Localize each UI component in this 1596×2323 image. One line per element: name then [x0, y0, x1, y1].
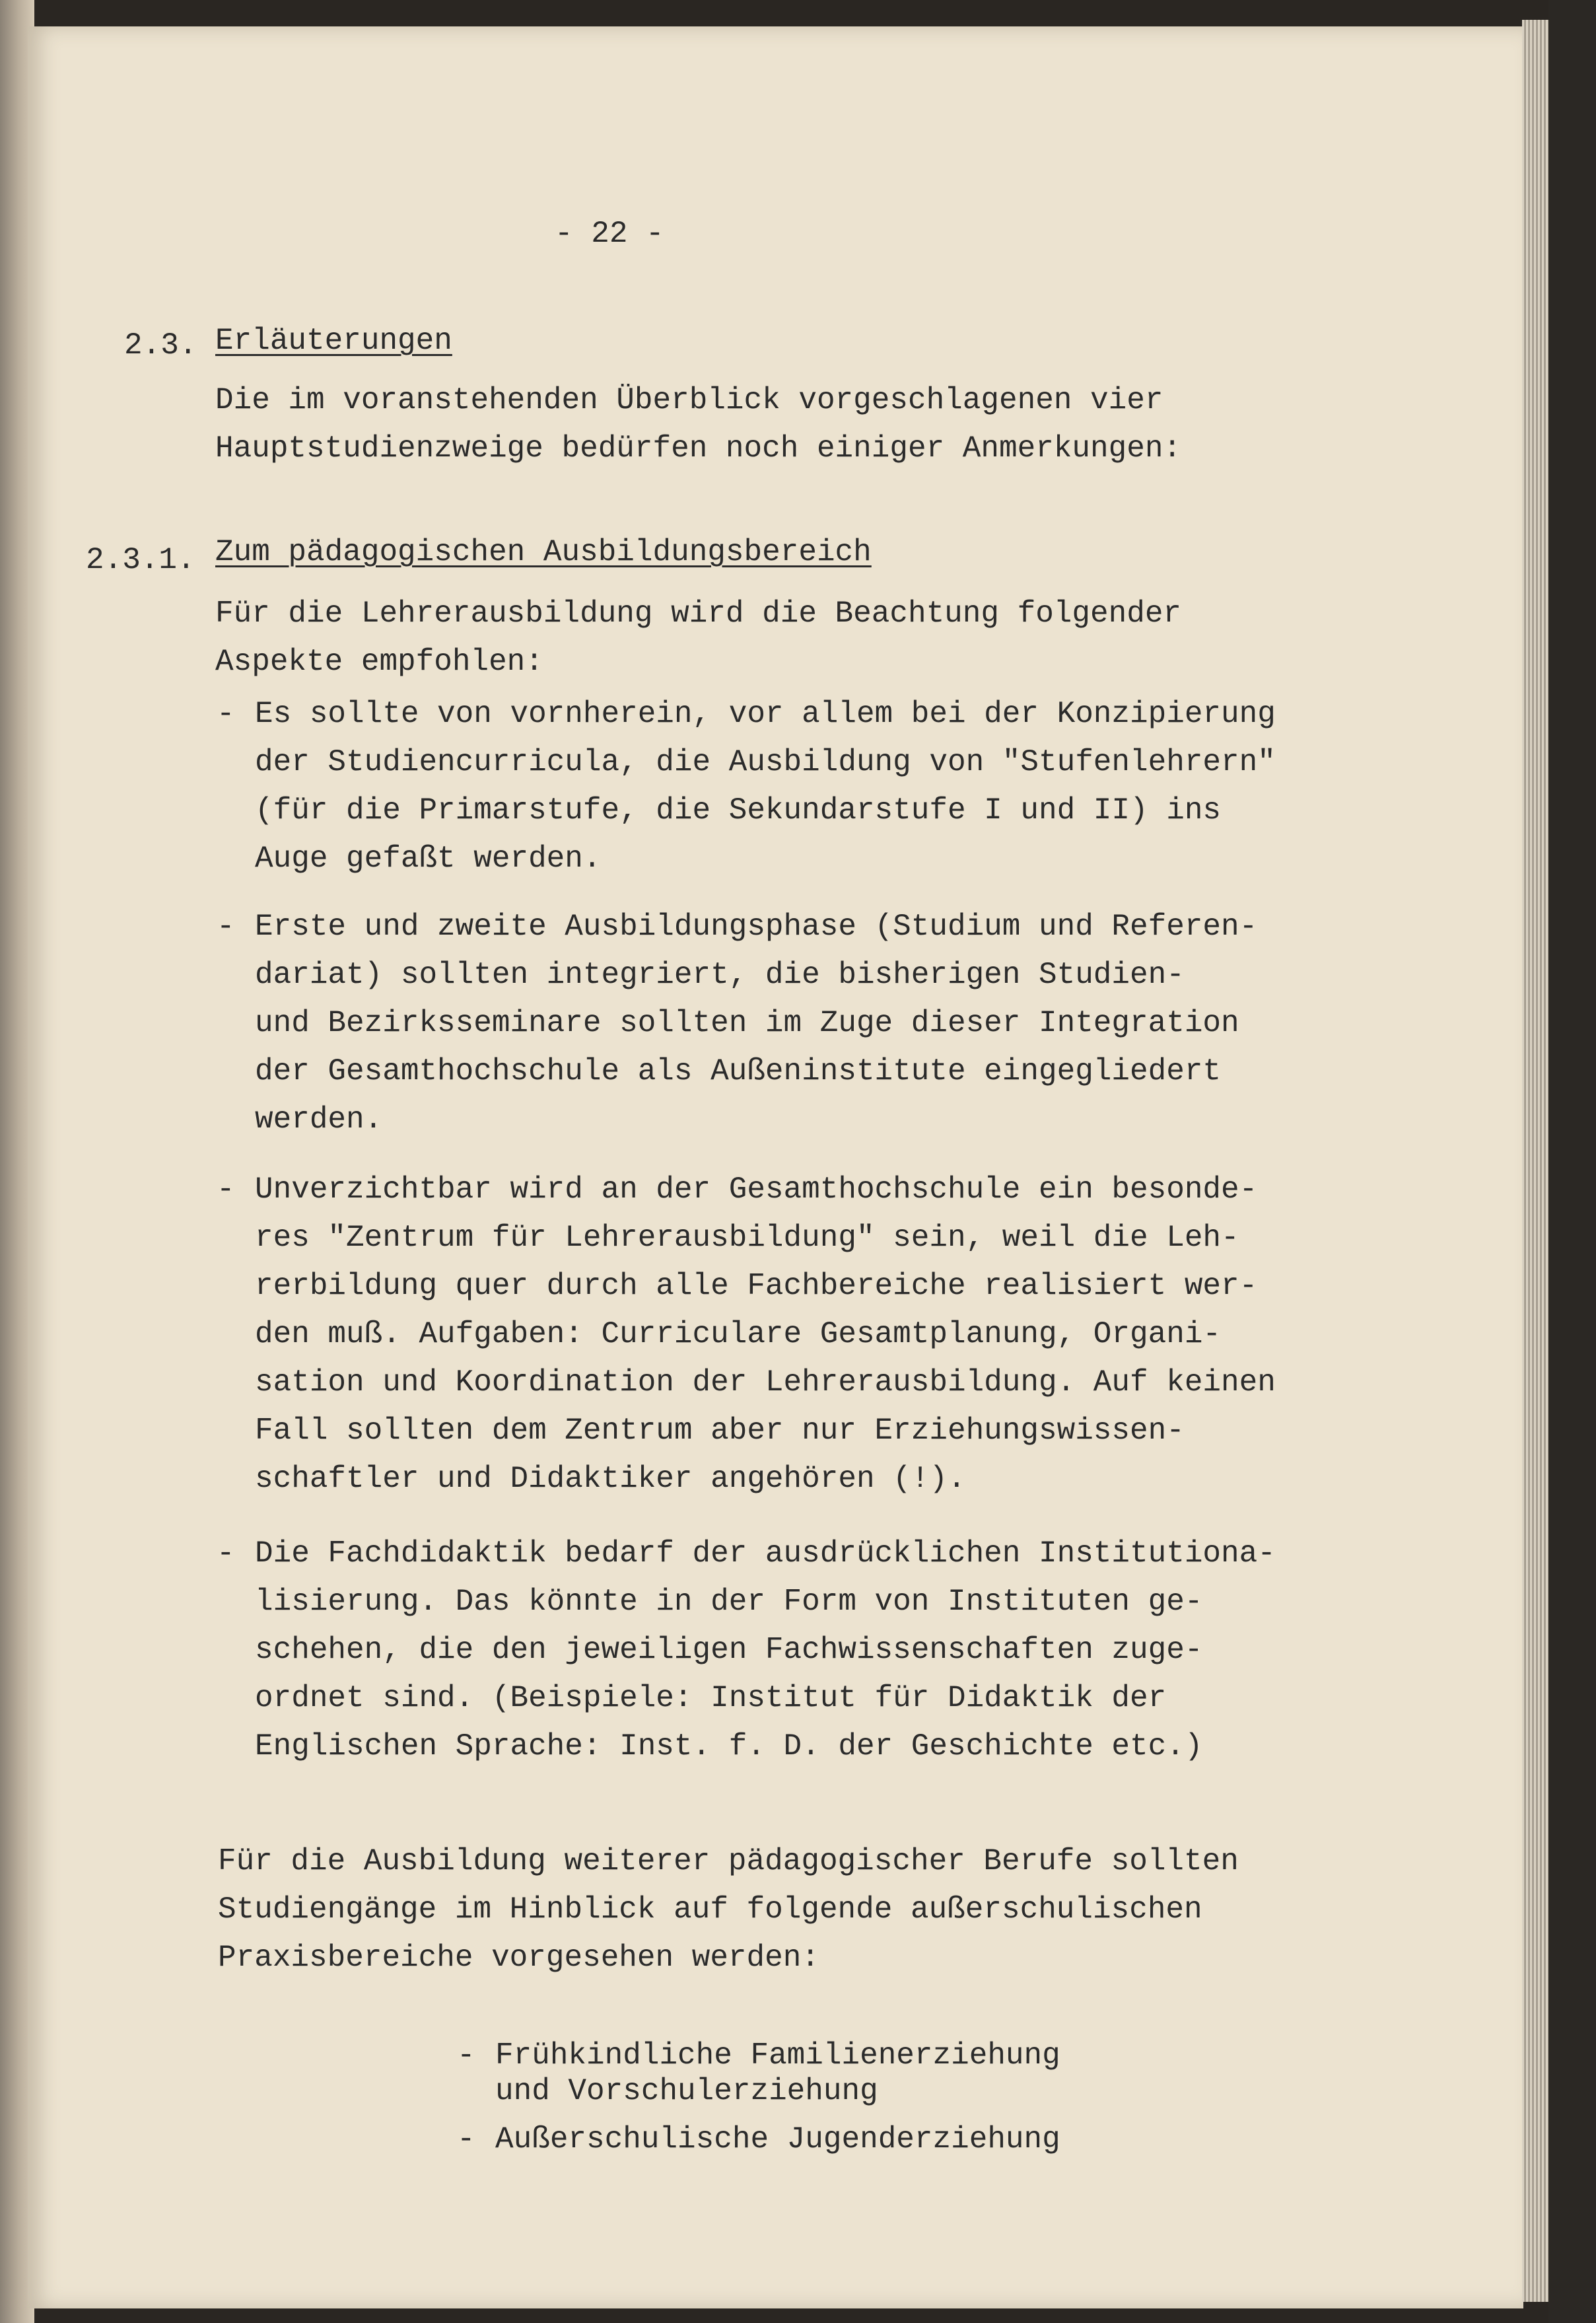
paragraph-line: Für die Lehrerausbildung wird die Beachtung folgender [215, 596, 1182, 631]
section-2-3-heading: Erläuterungen [215, 324, 452, 358]
page-number: - 22 - [555, 217, 664, 251]
bullet-dash: - [217, 1172, 235, 1207]
bullet-dash: - [217, 910, 235, 944]
bullet-item [217, 690, 1276, 883]
bullet-line: Frühkindliche Familienerziehung [495, 2038, 1060, 2073]
bullet-dash: - [217, 697, 235, 731]
bullet-item [217, 903, 1258, 1144]
bullet-line: und Bezirksseminare sollten im Zuge dieser Integration [255, 1006, 1239, 1040]
bullet-line: werden. [255, 1102, 383, 1137]
bullet-line: Unverzichtbar wird an der Gesamthochschule ein besonde- [255, 1172, 1258, 1207]
paragraph-line: Hauptstudienzweige bedürfen noch einiger Anmerkungen: [215, 431, 1182, 466]
bullet-line: schaftler und Didaktiker angehören (!). [255, 1462, 966, 1496]
bullet-line: lisierung. Das könnte in der Form von Instituten ge- [255, 1585, 1203, 1619]
bullet-dash: - [457, 2038, 475, 2073]
bullet-line: Es sollte von vornherein, vor allem bei der Konzipierung [255, 697, 1276, 731]
paragraph-line: Studiengänge im Hinblick auf folgende außerschulischen [218, 1892, 1202, 1927]
bullet-line: Fall sollten dem Zentrum aber nur Erziehungswissen- [255, 1413, 1185, 1448]
bullet-dash: - [457, 2122, 475, 2157]
section-2-3-number: 2.3. [124, 328, 197, 363]
bullet-line: ordnet sind. (Beispiele: Institut für Didaktik der [255, 1681, 1167, 1715]
bullet-line: schehen, die den jeweiligen Fachwissenschaften zuge- [255, 1633, 1203, 1667]
further-professions-paragraph [218, 1838, 1239, 1982]
paragraph-line: Für die Ausbildung weiterer pädagogischer Berufe sollten [218, 1844, 1239, 1878]
bullet-line: der Studiencurricula, die Ausbildung von "Stufenlehrern" [255, 745, 1276, 779]
section-2-3-1-number: 2.3.1. [86, 543, 195, 577]
practice-area-item [457, 2122, 1060, 2157]
bullet-line: res "Zentrum für Lehrerausbildung" sein, weil die Leh- [255, 1221, 1239, 1255]
bullet-line: Die Fachdidaktik bedarf der ausdrücklichen Institutiona- [255, 1536, 1276, 1571]
bullet-line: der Gesamthochschule als Außeninstitute eingegliedert [255, 1054, 1222, 1089]
bullet-item [217, 1166, 1276, 1503]
paragraph-line: Praxisbereiche vorgesehen werden: [218, 1941, 819, 1975]
bullet-item [217, 1530, 1276, 1771]
bullet-line: (für die Primarstufe, die Sekundarstufe I und II) ins [255, 793, 1222, 828]
section-2-3-1-heading: Zum pädagogischen Ausbildungsbereich [215, 535, 872, 569]
paragraph-line: Aspekte empfohlen: [215, 645, 543, 679]
bullet-line: dariat) sollten integriert, die bisherigen Studien- [255, 958, 1185, 992]
bullet-line: sation und Koordination der Lehrerausbildung. Auf keinen [255, 1365, 1276, 1400]
bullet-line: rerbildung quer durch alle Fachbereiche realisiert wer- [255, 1269, 1258, 1303]
section-2-3-1-intro [215, 590, 1181, 686]
bullet-line: Englischen Sprache: Inst. f. D. der Geschichte etc.) [255, 1729, 1203, 1764]
bullet-line: und Vorschulerziehung [495, 2074, 878, 2108]
bullet-line: Außerschulische Jugenderziehung [495, 2122, 1060, 2157]
bullet-line: den muß. Aufgaben: Curriculare Gesamtplanung, Organi- [255, 1317, 1222, 1351]
bullet-dash: - [217, 1536, 235, 1571]
background-right [1548, 0, 1596, 2323]
practice-area-item [457, 2038, 1060, 2109]
bullet-line: Erste und zweite Ausbildungsphase (Studium und Referen- [255, 910, 1258, 944]
bullet-line: Auge gefaßt werden. [255, 841, 602, 876]
paragraph-line: Die im voranstehenden Überblick vorgeschlagenen vier [215, 383, 1163, 417]
section-2-3-paragraph [215, 376, 1181, 473]
page-stack-edge [1522, 20, 1548, 2302]
